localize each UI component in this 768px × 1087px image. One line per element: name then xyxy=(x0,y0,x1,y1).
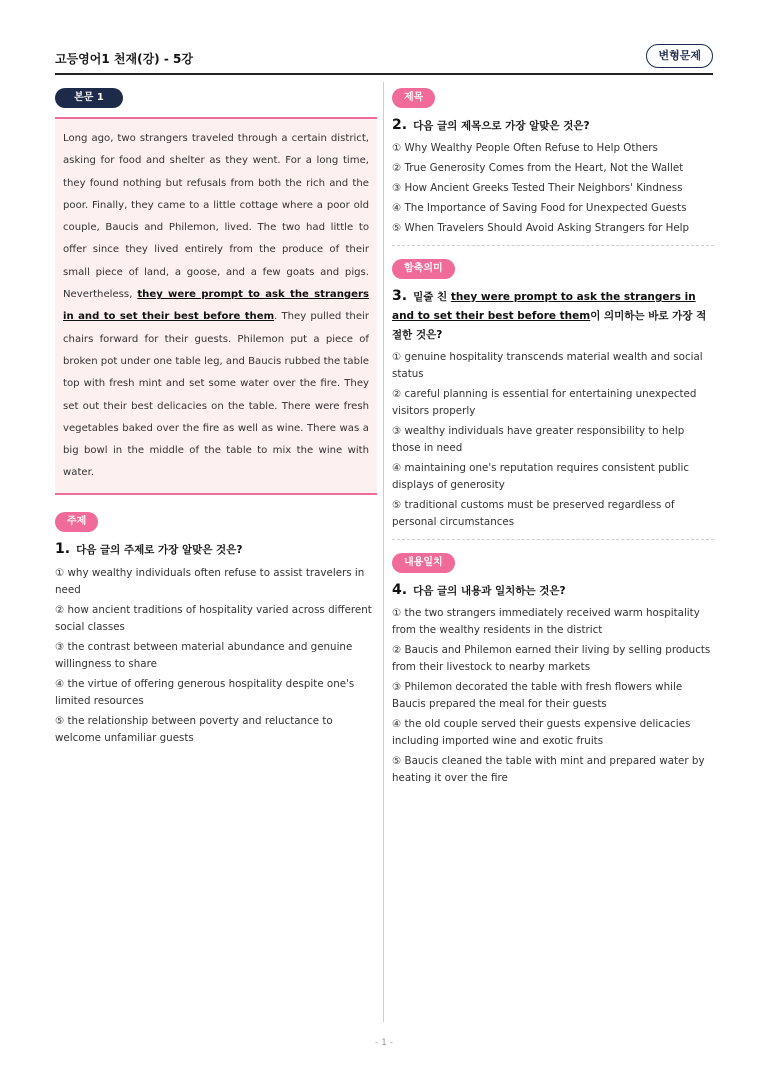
passage-underlined-phrase: they were prompt to ask the strangers in and to set their best before them xyxy=(63,289,369,323)
q3-option[interactable]: ③ wealthy individuals have greater responsibility to help those in need xyxy=(392,425,685,454)
q3-option[interactable]: ⑤ traditional customs must be preserved regardless of personal circumstances xyxy=(392,499,675,528)
q3-options xyxy=(392,349,714,531)
question-1 xyxy=(55,509,377,747)
q1-prompt xyxy=(55,540,377,560)
q1-option[interactable]: ④ the virtue of offering generous hospitality despite one's limited resources xyxy=(55,677,355,707)
passage-box xyxy=(55,117,377,495)
q4-prompt xyxy=(392,581,714,601)
q1-tag: 주제 xyxy=(55,512,98,532)
passage-text-before: Long ago, two strangers traveled through a certain district, asking for food and shelter as they went. For a long time, they found nothing but refusals from both the rich and the poor. Finally, they came to a little cottage where a poor old couple, Baucis and Philemon, lived. The two had little to offer since they lived entirely from the produce of their small piece of land, a goose, and a few goats and pigs. Nevertheless, xyxy=(63,133,369,301)
page-header xyxy=(55,44,713,75)
q4-prompt-text: 다음 글의 내용과 일치하는 것은? xyxy=(413,585,566,597)
q2-option[interactable]: ① Why Wealthy People Often Refuse to Help Others xyxy=(392,142,658,154)
q4-options xyxy=(392,605,714,787)
page-title: 고등영어1 천재(강) - 5강 xyxy=(55,52,193,66)
q3-option[interactable]: ② careful planning is essential for entertaining unexpected visitors properly xyxy=(392,388,697,417)
q1-options xyxy=(55,565,377,747)
question-2 xyxy=(392,85,714,237)
variant-badge: 변형문제 xyxy=(646,44,713,68)
q4-tag: 내용일치 xyxy=(392,553,455,573)
q4-option[interactable]: ④ the old couple served their guests expensive delicacies including imported wine and exotic fruits xyxy=(392,718,691,747)
q2-option[interactable]: ⑤ When Travelers Should Avoid Asking Strangers for Help xyxy=(392,222,690,234)
q2-options xyxy=(392,140,714,237)
section-divider xyxy=(392,539,714,540)
right-column xyxy=(392,85,714,787)
q3-number: 3. xyxy=(392,288,408,304)
q2-prompt xyxy=(392,116,714,136)
column-divider xyxy=(383,82,384,1022)
q2-prompt-text: 다음 글의 제목으로 가장 알맞은 것은? xyxy=(413,120,590,132)
q4-option[interactable]: ③ Philemon decorated the table with fresh flowers while Baucis prepared the meal for their guests xyxy=(392,681,683,710)
q1-option[interactable]: ② how ancient traditions of hospitality varied across different social classes xyxy=(55,603,372,633)
q1-number: 1. xyxy=(55,540,71,557)
q3-option[interactable]: ④ maintaining one's reputation requires consistent public displays of generosity xyxy=(392,462,690,491)
q3-tag: 함축의미 xyxy=(392,259,455,279)
q3-option[interactable]: ① genuine hospitality transcends material wealth and social status xyxy=(392,351,703,380)
question-3 xyxy=(392,256,714,531)
q2-option[interactable]: ② True Generosity Comes from the Heart, Not the Wallet xyxy=(392,162,684,174)
q3-prompt-suffix: 이 의미하는 바로 가장 적절한 것은? xyxy=(392,310,707,341)
q1-option[interactable]: ③ the contrast between material abundance and genuine willingness to share xyxy=(55,640,353,670)
q4-option[interactable]: ① the two strangers immediately received warm hospitality from the wealthy residents in the district xyxy=(392,607,700,636)
q3-prompt xyxy=(392,287,714,345)
q2-option[interactable]: ③ How Ancient Greeks Tested Their Neighbors' Kindness xyxy=(392,182,683,194)
page-number: - 1 - xyxy=(375,1038,393,1048)
q3-prompt-underlined: they were prompt to ask the strangers in and to set their best before them xyxy=(392,291,696,322)
q3-prompt-prefix: 밑줄 친 xyxy=(413,291,451,303)
passage-label: 본문 1 xyxy=(55,88,123,108)
q1-option[interactable]: ⑤ the relationship between poverty and reluctance to welcome unfamiliar guests xyxy=(55,714,333,744)
q1-prompt-text: 다음 글의 주제로 가장 알맞은 것은? xyxy=(76,543,243,556)
q4-option[interactable]: ② Baucis and Philemon earned their living by selling products from their livestock to nearby markets xyxy=(392,644,711,673)
q2-number: 2. xyxy=(392,117,408,133)
q4-number: 4. xyxy=(392,582,408,598)
q2-tag: 제목 xyxy=(392,88,435,108)
q4-option[interactable]: ⑤ Baucis cleaned the table with mint and prepared water by heating it over the fire xyxy=(392,755,705,784)
left-column xyxy=(55,85,377,747)
q2-option[interactable]: ④ The Importance of Saving Food for Unexpected Guests xyxy=(392,202,687,214)
q1-option[interactable]: ① why wealthy individuals often refuse to assist travelers in need xyxy=(55,566,365,596)
passage-text-after: . They pulled their chairs forward for their guests. Philemon put a piece of broken pot under one table leg, and Baucis rubbed the table top with fresh mint and set some water over the fire. They set out their best delicacies on the table. There were fresh vegetables baked over the fire as well as wine. There was a big bowl in the middle of the table to mix the wine with water. xyxy=(63,311,369,479)
question-4 xyxy=(392,550,714,787)
section-divider xyxy=(392,245,714,246)
